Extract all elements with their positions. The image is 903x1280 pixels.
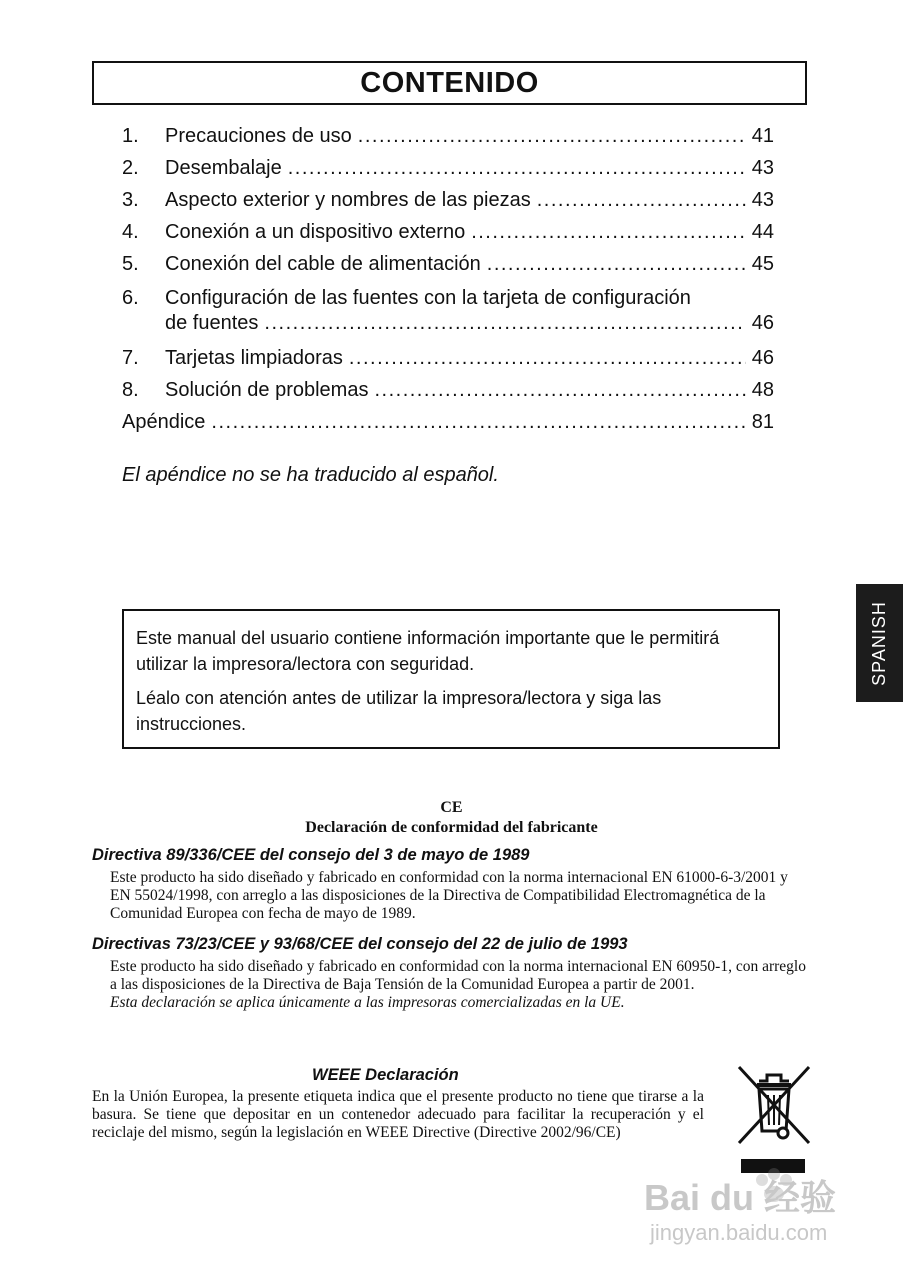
toc-number: 6.	[122, 287, 139, 309]
toc-number: 5.	[122, 253, 139, 275]
toc-item[interactable]	[122, 216, 774, 248]
baidu-watermark	[640, 1160, 880, 1250]
toc-item[interactable]	[122, 280, 774, 342]
weee-heading: WEEE Declaración	[312, 1066, 459, 1084]
toc-item[interactable]	[122, 342, 774, 374]
toc-leader	[264, 311, 745, 336]
toc-label: Conexión a un dispositivo externo	[165, 221, 466, 243]
toc-page: 48	[751, 379, 774, 401]
toc-label-continued: de fuentes	[165, 312, 259, 334]
toc-number: 2.	[122, 157, 139, 179]
toc-leader	[358, 120, 746, 152]
toc-leader	[374, 374, 745, 406]
toc-label: Conexión del cable de alimentación	[165, 253, 481, 275]
appendix-note: El apéndice no se ha traducido al español.	[122, 464, 499, 486]
info-paragraph: Este manual del usuario contiene información importante que le permitirá utilizar la impresora/lectora con seguridad.	[136, 628, 720, 674]
page-title: CONTENIDO	[360, 66, 539, 99]
directive-text	[110, 869, 810, 923]
toc-label: Configuración de las fuentes con la tarjeta de configuración	[165, 287, 691, 309]
toc-item[interactable]	[122, 374, 774, 406]
toc-leader	[211, 406, 745, 438]
ce-mark: CE	[440, 799, 463, 816]
ce-declaration-header	[0, 798, 903, 838]
toc-page: 43	[751, 157, 774, 179]
directive-heading: Directivas 73/23/CEE y 93/68/CEE del consejo del 22 de julio de 1993	[92, 935, 628, 953]
toc-page: 81	[751, 411, 774, 433]
watermark-url: jingyan.baidu.com	[650, 1220, 828, 1245]
directive-paragraph: Este producto ha sido diseñado y fabricado en conformidad con la norma internacional EN 61000-6-3/2001 y EN 55024/1998, con arreglo a las disposiciones de la Directiva de Compatibilidad Electromagnética de la Comunidad Europea con fecha de mayo de 1989.	[110, 869, 788, 922]
toc-number: 1.	[122, 125, 139, 147]
toc-page: 46	[751, 312, 774, 334]
toc-label: Aspecto exterior y nombres de las piezas	[165, 189, 531, 211]
directive-text	[110, 958, 810, 1012]
weee-text: En la Unión Europea, la presente etiqueta indica que el presente producto no tiene que tirarse a la basura. Se tiene que depositar en un contenedor adecuado para facilitar la recuperación y el reciclaje del mismo, según la legislación en WEEE Directive (Directive 2002/96/CE)	[92, 1088, 704, 1141]
safety-info-box	[122, 609, 780, 749]
toc-page: 45	[751, 253, 774, 275]
toc-number: 7.	[122, 347, 139, 369]
directive-paragraph: Este producto ha sido diseñado y fabricado en conformidad con la norma internacional EN 60950-1, con arreglo a las disposiciones de la Directiva de Baja Tensión de la Comunidad Europea a partir de 2001.	[110, 958, 806, 993]
toc-number: 4.	[122, 221, 139, 243]
crossed-bin-icon	[737, 1065, 811, 1175]
toc-page: 41	[751, 125, 774, 147]
toc-number: 8.	[122, 379, 139, 401]
toc-item[interactable]	[122, 152, 774, 184]
toc-label: Desembalaje	[165, 157, 282, 179]
directive-heading: Directiva 89/336/CEE del consejo del 3 de mayo de 1989	[92, 846, 530, 864]
toc-item[interactable]	[122, 406, 774, 438]
toc-leader	[471, 216, 746, 248]
toc-item[interactable]	[122, 248, 774, 280]
toc-label: Solución de problemas	[165, 379, 369, 401]
toc-leader	[349, 342, 746, 374]
toc-number: 3.	[122, 189, 139, 211]
watermark-brand: Bai du 经验	[644, 1177, 837, 1218]
toc-page: 43	[751, 189, 774, 211]
toc-page: 46	[751, 347, 774, 369]
toc-leader	[288, 152, 746, 184]
toc-leader	[487, 248, 746, 280]
ce-title: Declaración de conformidad del fabricante	[305, 819, 598, 836]
language-tab	[856, 584, 903, 702]
toc-leader	[537, 184, 746, 216]
toc-item[interactable]	[122, 120, 774, 152]
toc-page: 44	[751, 221, 774, 243]
toc-label: Apéndice	[122, 411, 206, 433]
toc-item[interactable]	[122, 184, 774, 216]
language-tab-label: SPANISH	[869, 600, 889, 686]
toc-label: Precauciones de uso	[165, 125, 352, 147]
title-box	[92, 61, 807, 105]
info-paragraph: Léalo con atención antes de utilizar la impresora/lectora y siga las instrucciones.	[136, 688, 662, 734]
table-of-contents	[122, 120, 774, 438]
directive-note: Esta declaración se aplica únicamente a las impresoras comercializadas en la UE.	[110, 994, 625, 1011]
toc-label: Tarjetas limpiadoras	[165, 347, 343, 369]
